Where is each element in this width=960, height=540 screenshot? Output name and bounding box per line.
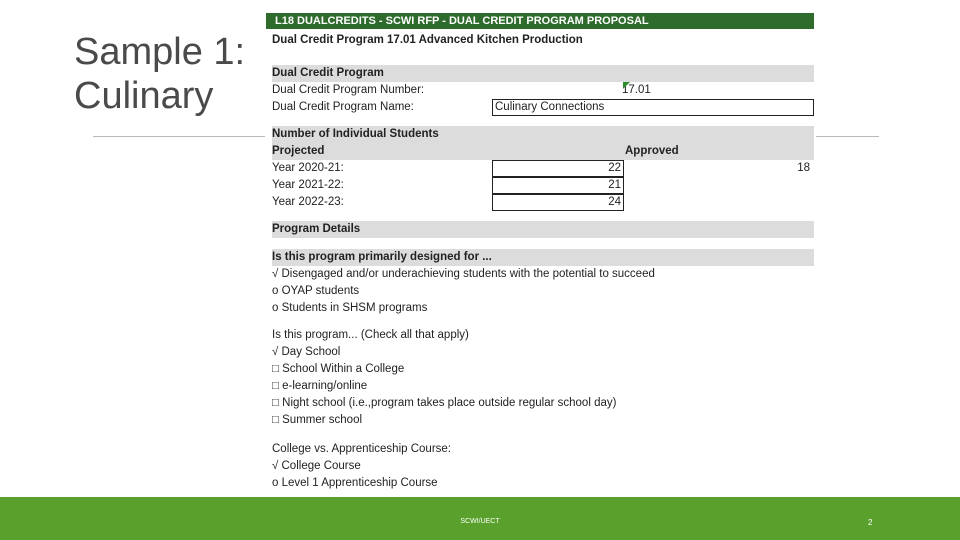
projected-approved-header [272, 143, 814, 160]
program-name-label: Dual Credit Program Name: [272, 101, 414, 113]
cell-comment-marker [623, 82, 630, 89]
footer-text: SCWI/UECT [460, 518, 500, 525]
proposal-document-image [266, 13, 814, 490]
year-label: Year 2021-22: [272, 179, 344, 191]
program-heading: Dual Credit Program 17.01 Advanced Kitchen Production [272, 34, 583, 46]
designed-for-option: √ Disengaged and/or underachieving students with the potential to succeed [272, 268, 655, 280]
program-number-label: Dual Credit Program Number: [272, 84, 425, 96]
divider-right [816, 136, 879, 137]
page-number: 2 [868, 518, 873, 527]
check-all-option: □ School Within a College [272, 363, 405, 375]
check-all-option: □ Summer school [272, 414, 363, 426]
check-all-option: □ Night school (i.e.,program takes place outside regular school day) [272, 397, 617, 409]
year-label: Year 2022-23: [272, 196, 344, 208]
slide-title-line2: Culinary [74, 75, 214, 117]
divider-left [93, 136, 265, 137]
check-all-heading: Is this program... (Check all that apply) [272, 329, 469, 341]
projected-cell: 24 [492, 194, 624, 211]
course-type-option: o Level 1 Apprenticeship Course [272, 477, 438, 489]
document-banner: L18 DUALCREDITS - SCWI RFP - DUAL CREDIT PROGRAM PROPOSAL [266, 13, 814, 29]
slide-title-line1: Sample 1: [74, 31, 246, 73]
year-label: Year 2020-21: [272, 162, 344, 174]
program-number-value: 17.01 [622, 84, 651, 96]
approved-value: 18 [797, 162, 810, 174]
designed-for-option: o Students in SHSM programs [272, 302, 428, 314]
projected-cell: 21 [492, 177, 624, 194]
program-name-cell: Culinary Connections [492, 99, 814, 116]
check-all-option: □ e-learning/online [272, 380, 368, 392]
check-all-option: √ Day School [272, 346, 341, 358]
designed-for-heading: Is this program primarily designed for ... [272, 249, 814, 266]
section-number-of-students: Number of Individual Students [272, 126, 814, 143]
projected-label: Projected [272, 145, 325, 157]
section-dual-credit-program: Dual Credit Program [272, 65, 814, 82]
course-type-option: √ College Course [272, 460, 361, 472]
projected-cell: 22 [492, 160, 624, 177]
designed-for-option: o OYAP students [272, 285, 360, 297]
approved-label: Approved [625, 145, 679, 157]
course-type-heading: College vs. Apprenticeship Course: [272, 443, 451, 455]
slide-title [74, 30, 245, 118]
section-program-details: Program Details [272, 221, 814, 238]
